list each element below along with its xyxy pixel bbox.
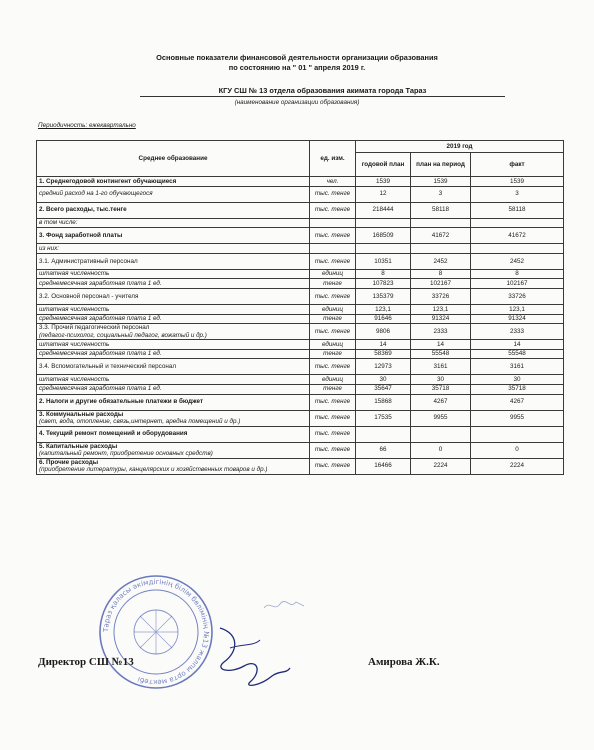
row-fact	[471, 244, 564, 254]
row-name	[37, 304, 310, 314]
row-period-plan: 55548	[411, 349, 471, 359]
row-period-plan: 2224	[411, 458, 471, 474]
row-unit: тыс. тенге	[310, 359, 356, 375]
header-annual-plan: годовой план	[356, 153, 411, 177]
row-name	[37, 269, 310, 279]
table-row	[37, 324, 564, 340]
row-unit: тыс. тенге	[310, 228, 356, 244]
row-unit: тыс. тенге	[310, 394, 356, 410]
row-period-plan: 9955	[411, 410, 471, 426]
row-name-text: 2. Налоги и другие обязательные платежи в бюджет	[39, 398, 204, 406]
row-annual-plan: 10351	[356, 253, 411, 269]
row-period-plan: 41672	[411, 228, 471, 244]
table-row	[37, 375, 564, 385]
row-period-plan: 0	[411, 442, 471, 458]
row-name	[37, 186, 310, 202]
row-fact: 4267	[471, 394, 564, 410]
row-annual-plan: 135379	[356, 288, 411, 304]
row-period-plan	[411, 218, 471, 228]
row-fact	[471, 426, 564, 442]
row-name-text: 3.3. Прочий педагогический персонал	[39, 324, 150, 332]
row-fact: 102167	[471, 279, 564, 289]
table-row	[37, 228, 564, 244]
row-name	[37, 384, 310, 394]
row-name-text: 3.4. Вспомогательный и технический персонал	[39, 363, 177, 371]
handwritten-mark	[262, 596, 307, 614]
row-fact: 3161	[471, 359, 564, 375]
table-row	[37, 304, 564, 314]
table-row	[37, 244, 564, 254]
row-annual-plan: 14	[356, 340, 411, 350]
row-annual-plan: 16466	[356, 458, 411, 474]
row-unit: тыс. тенге	[310, 186, 356, 202]
header-name: Среднее образование	[37, 141, 310, 177]
row-name-text: в том числе:	[39, 219, 78, 227]
row-annual-plan	[356, 426, 411, 442]
row-annual-plan: 8	[356, 269, 411, 279]
row-name-text: среднемесячная заработная плата 1 ед.	[39, 385, 162, 393]
organization-note: (наименование организации образования)	[234, 99, 360, 106]
row-fact: 0	[471, 442, 564, 458]
row-period-plan	[411, 244, 471, 254]
row-period-plan: 58118	[411, 202, 471, 218]
table-row	[37, 359, 564, 375]
row-name	[37, 253, 310, 269]
row-name-text: 6. Прочие расходы	[39, 458, 99, 466]
row-fact: 14	[471, 340, 564, 350]
row-name-text: 1. Среднегодовой контингент обучающиеся	[39, 177, 177, 185]
periodicity: Периодичность: ежеквартально	[38, 122, 136, 129]
row-name-text: 3.1. Административный персонал	[39, 257, 138, 265]
row-annual-plan: 9806	[356, 324, 411, 340]
row-name-text: 3. Фонд заработной платы	[39, 231, 123, 239]
row-period-plan: 102167	[411, 279, 471, 289]
row-unit: единиц	[310, 269, 356, 279]
row-annual-plan: 35647	[356, 384, 411, 394]
table-row	[37, 186, 564, 202]
row-period-plan: 14	[411, 340, 471, 350]
table-row	[37, 458, 564, 474]
row-fact: 55548	[471, 349, 564, 359]
table-body	[37, 177, 564, 475]
table-row	[37, 410, 564, 426]
row-fact: 58118	[471, 202, 564, 218]
row-annual-plan: 218444	[356, 202, 411, 218]
row-unit: тенге	[310, 279, 356, 289]
header-year: 2019 год	[356, 141, 564, 153]
row-fact: 1539	[471, 177, 564, 187]
row-name-text: 5. Капитальные расходы	[39, 442, 118, 450]
row-name	[37, 349, 310, 359]
row-unit: тыс. тенге	[310, 458, 356, 474]
row-annual-plan: 12	[356, 186, 411, 202]
row-annual-plan: 58369	[356, 349, 411, 359]
table-row	[37, 279, 564, 289]
header-period-plan: план на период	[411, 153, 471, 177]
row-unit: тыс. тенге	[310, 202, 356, 218]
row-period-plan: 2452	[411, 253, 471, 269]
row-name-text: среднемесячная заработная плата 1 ед.	[39, 315, 162, 323]
row-annual-plan: 17535	[356, 410, 411, 426]
row-annual-plan	[356, 244, 411, 254]
row-annual-plan: 15868	[356, 394, 411, 410]
row-unit: тенге	[310, 314, 356, 324]
row-name	[37, 426, 310, 442]
row-fact: 123,1	[471, 304, 564, 314]
row-annual-plan: 12973	[356, 359, 411, 375]
row-annual-plan: 1539	[356, 177, 411, 187]
row-period-plan: 2333	[411, 324, 471, 340]
director-signature	[200, 622, 295, 692]
row-name-text: штатная численность	[39, 375, 110, 383]
table-row	[37, 202, 564, 218]
row-name-note: (свет, вода, отопление, связь,интернет, аредна помещений и др.)	[39, 418, 241, 426]
row-name	[37, 410, 310, 426]
row-name-text: штатная численность	[39, 305, 110, 313]
row-annual-plan: 107823	[356, 279, 411, 289]
director-label: Директор СШ №13	[38, 656, 134, 668]
row-fact: 3	[471, 186, 564, 202]
row-name	[37, 442, 310, 458]
row-annual-plan: 123,1	[356, 304, 411, 314]
row-fact: 35718	[471, 384, 564, 394]
report-title: Основные показатели финансовой деятельности организации образования	[156, 53, 438, 62]
header-fact: факт	[471, 153, 564, 177]
row-name-text: средний расход на 1-го обучающегося	[39, 190, 153, 198]
row-name-text: среднемесячная заработная плата 1 ед.	[39, 279, 162, 287]
row-unit	[310, 218, 356, 228]
row-fact: 9955	[471, 410, 564, 426]
row-fact	[471, 218, 564, 228]
row-name	[37, 244, 310, 254]
organization-name: КГУ СШ № 13 отдела образования акимата города Тараз	[140, 86, 505, 97]
row-period-plan: 3	[411, 186, 471, 202]
table-row	[37, 269, 564, 279]
row-name	[37, 288, 310, 304]
row-name	[37, 177, 310, 187]
row-annual-plan: 30	[356, 375, 411, 385]
row-unit: тенге	[310, 349, 356, 359]
row-unit: тенге	[310, 384, 356, 394]
row-period-plan	[411, 426, 471, 442]
table-row	[37, 253, 564, 269]
row-unit: единиц	[310, 375, 356, 385]
row-annual-plan: 66	[356, 442, 411, 458]
row-period-plan: 30	[411, 375, 471, 385]
row-period-plan: 3161	[411, 359, 471, 375]
row-name-note: (педагог-психолог, социальный педагог, вожатый и др.)	[39, 331, 207, 339]
table-row	[37, 394, 564, 410]
seal-text: Тараз қаласы әкімдігінің білім бөлімінің №13 жалпы орта мектебі	[101, 577, 211, 687]
row-name-text: среднемесячная заработная плата 1 ед.	[39, 350, 162, 358]
row-annual-plan	[356, 218, 411, 228]
table-row	[37, 442, 564, 458]
row-name	[37, 340, 310, 350]
table-row	[37, 314, 564, 324]
signer-name: Амирова Ж.К.	[368, 656, 440, 668]
row-name-text: 3. Коммунальные расходы	[39, 410, 124, 418]
row-fact: 91324	[471, 314, 564, 324]
row-annual-plan: 91646	[356, 314, 411, 324]
financial-table	[36, 140, 564, 475]
report-date: по состоянию на " 01 " апреля 2019 г.	[228, 63, 366, 72]
table-row	[37, 288, 564, 304]
table-row	[37, 426, 564, 442]
table-row	[37, 349, 564, 359]
row-period-plan: 1539	[411, 177, 471, 187]
row-unit: тыс. тенге	[310, 324, 356, 340]
table-row	[37, 384, 564, 394]
row-name-note: (приобретение литературы, канцелярских и хозяйственных товаров и др.)	[39, 466, 268, 474]
row-period-plan: 8	[411, 269, 471, 279]
table-row	[37, 340, 564, 350]
row-unit: тыс. тенге	[310, 426, 356, 442]
row-fact: 2224	[471, 458, 564, 474]
row-period-plan: 35718	[411, 384, 471, 394]
row-name	[37, 228, 310, 244]
row-fact: 30	[471, 375, 564, 385]
row-unit	[310, 244, 356, 254]
row-fact: 33726	[471, 288, 564, 304]
row-annual-plan: 168509	[356, 228, 411, 244]
row-period-plan: 91324	[411, 314, 471, 324]
row-fact: 2333	[471, 324, 564, 340]
header-unit: ед. изм.	[310, 141, 356, 177]
row-name-text: 2. Всего расходы, тыс.тенге	[39, 206, 127, 214]
row-unit: единиц	[310, 340, 356, 350]
row-name	[37, 314, 310, 324]
row-name	[37, 375, 310, 385]
table-row	[37, 218, 564, 228]
row-unit: тыс. тенге	[310, 288, 356, 304]
row-period-plan: 33726	[411, 288, 471, 304]
row-name-text: штатная численность	[39, 270, 110, 278]
row-fact: 2452	[471, 253, 564, 269]
row-name	[37, 359, 310, 375]
row-unit: единиц	[310, 304, 356, 314]
row-unit: тыс. тенге	[310, 410, 356, 426]
row-period-plan: 4267	[411, 394, 471, 410]
table-row	[37, 177, 564, 187]
school-seal	[96, 572, 216, 692]
row-name	[37, 324, 310, 340]
row-name	[37, 458, 310, 474]
row-name	[37, 394, 310, 410]
row-name-text: 4. Текущий ремонт помещений и оборудования	[39, 430, 188, 438]
row-name	[37, 202, 310, 218]
row-name	[37, 279, 310, 289]
row-name-text: 3.2. Основной персонал - учителя	[39, 292, 139, 300]
row-name-note: (капитальный ремонт, приобретение основных средств)	[39, 450, 213, 458]
row-name	[37, 218, 310, 228]
row-fact: 8	[471, 269, 564, 279]
row-period-plan: 123,1	[411, 304, 471, 314]
row-name-text: штатная численность	[39, 340, 110, 348]
row-unit: тыс. тенге	[310, 253, 356, 269]
row-unit: тыс. тенге	[310, 442, 356, 458]
row-fact: 41672	[471, 228, 564, 244]
row-name-text: из них:	[39, 244, 60, 252]
row-unit: чел.	[310, 177, 356, 187]
